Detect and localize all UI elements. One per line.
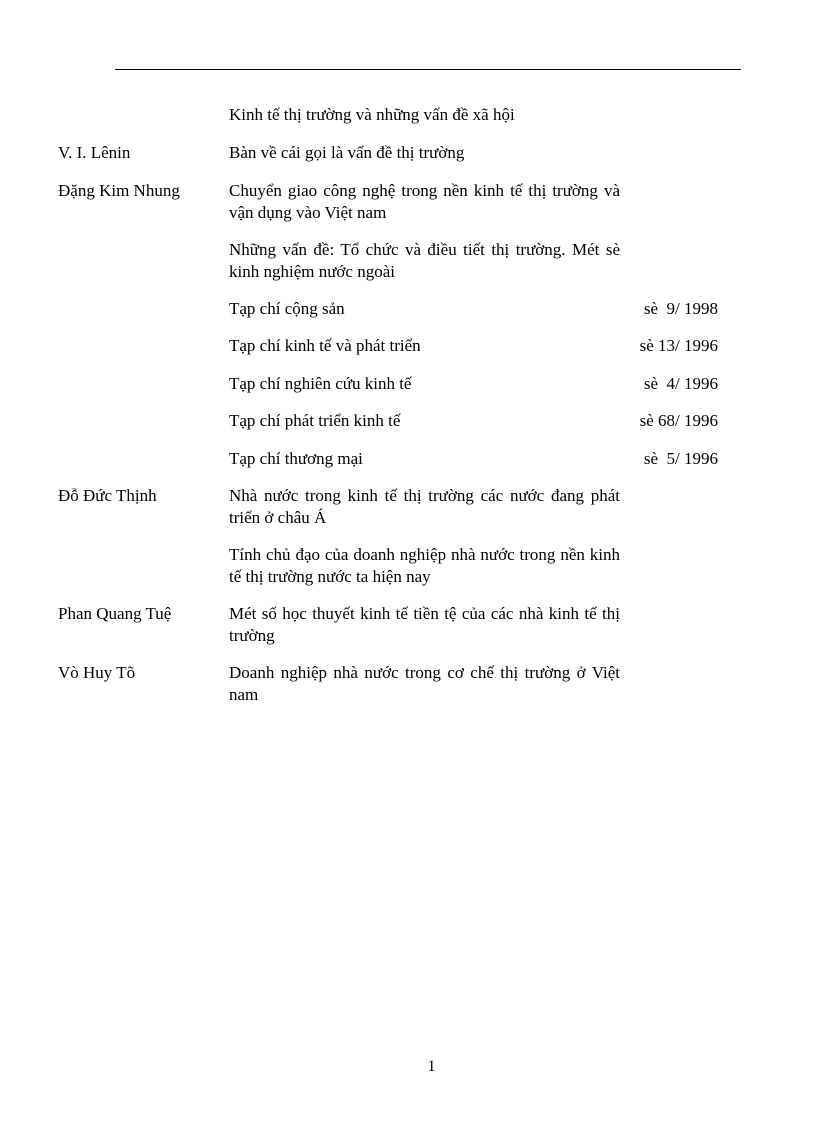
entry-title: Tạp chí nghiên cứu kinh tế xyxy=(229,374,412,393)
entry-issue: sè 68/ 1996 xyxy=(639,411,718,430)
entry-title: Những vấn đề: Tổ chức và điều tiết thị trường. Mét sè kinh nghiệm nước ngoài xyxy=(229,240,620,281)
entry-author: Đặng Kim Nhung xyxy=(58,181,180,200)
entry-title: Tạp chí thương mại xyxy=(229,449,363,468)
entry-author: Phan Quang Tuệ xyxy=(58,604,172,623)
entry-issue: sè 5/ 1996 xyxy=(643,449,718,468)
entry-author: Vò Huy Tõ xyxy=(58,663,136,682)
entry-title: Doanh nghiệp nhà nước trong cơ chế thị trường ở Việt nam xyxy=(229,663,620,704)
entry-title: Tạp chí phát triển kinh tế xyxy=(229,411,401,430)
entry-title: Chuyển giao công nghệ trong nền kinh tế thị trường và vận dụng vào Việt nam xyxy=(229,181,620,222)
entry-title: Tính chủ đạo của doanh nghiệp nhà nước trong nền kinh tế thị trường nước ta hiện nay xyxy=(229,545,620,586)
entry-title: Mét số học thuyết kinh tế tiền tệ của các nhà kinh tế thị trường xyxy=(229,604,620,645)
entry-title: Kinh tế thị trường và những vấn đề xã hội xyxy=(229,105,515,124)
entry-title: Tạp chí kinh tế và phát triển xyxy=(229,336,421,355)
entry-title: Bàn về cái gọi là vấn đề thị trường xyxy=(229,143,465,162)
page-number: 1 xyxy=(427,1058,436,1075)
entry-author: Đỗ Đức Thịnh xyxy=(58,486,157,505)
entry-author: V. I. Lênin xyxy=(58,143,131,162)
entry-title: Tạp chí cộng sản xyxy=(229,299,345,318)
header-rule xyxy=(115,69,741,70)
entry-issue: sè 13/ 1996 xyxy=(639,336,718,355)
entry-title: Nhà nước trong kinh tế thị trường các nước đang phát triển ở châu Á xyxy=(229,486,620,527)
entry-issue: sè 4/ 1996 xyxy=(643,374,718,393)
entry-issue: sè 9/ 1998 xyxy=(643,299,718,318)
